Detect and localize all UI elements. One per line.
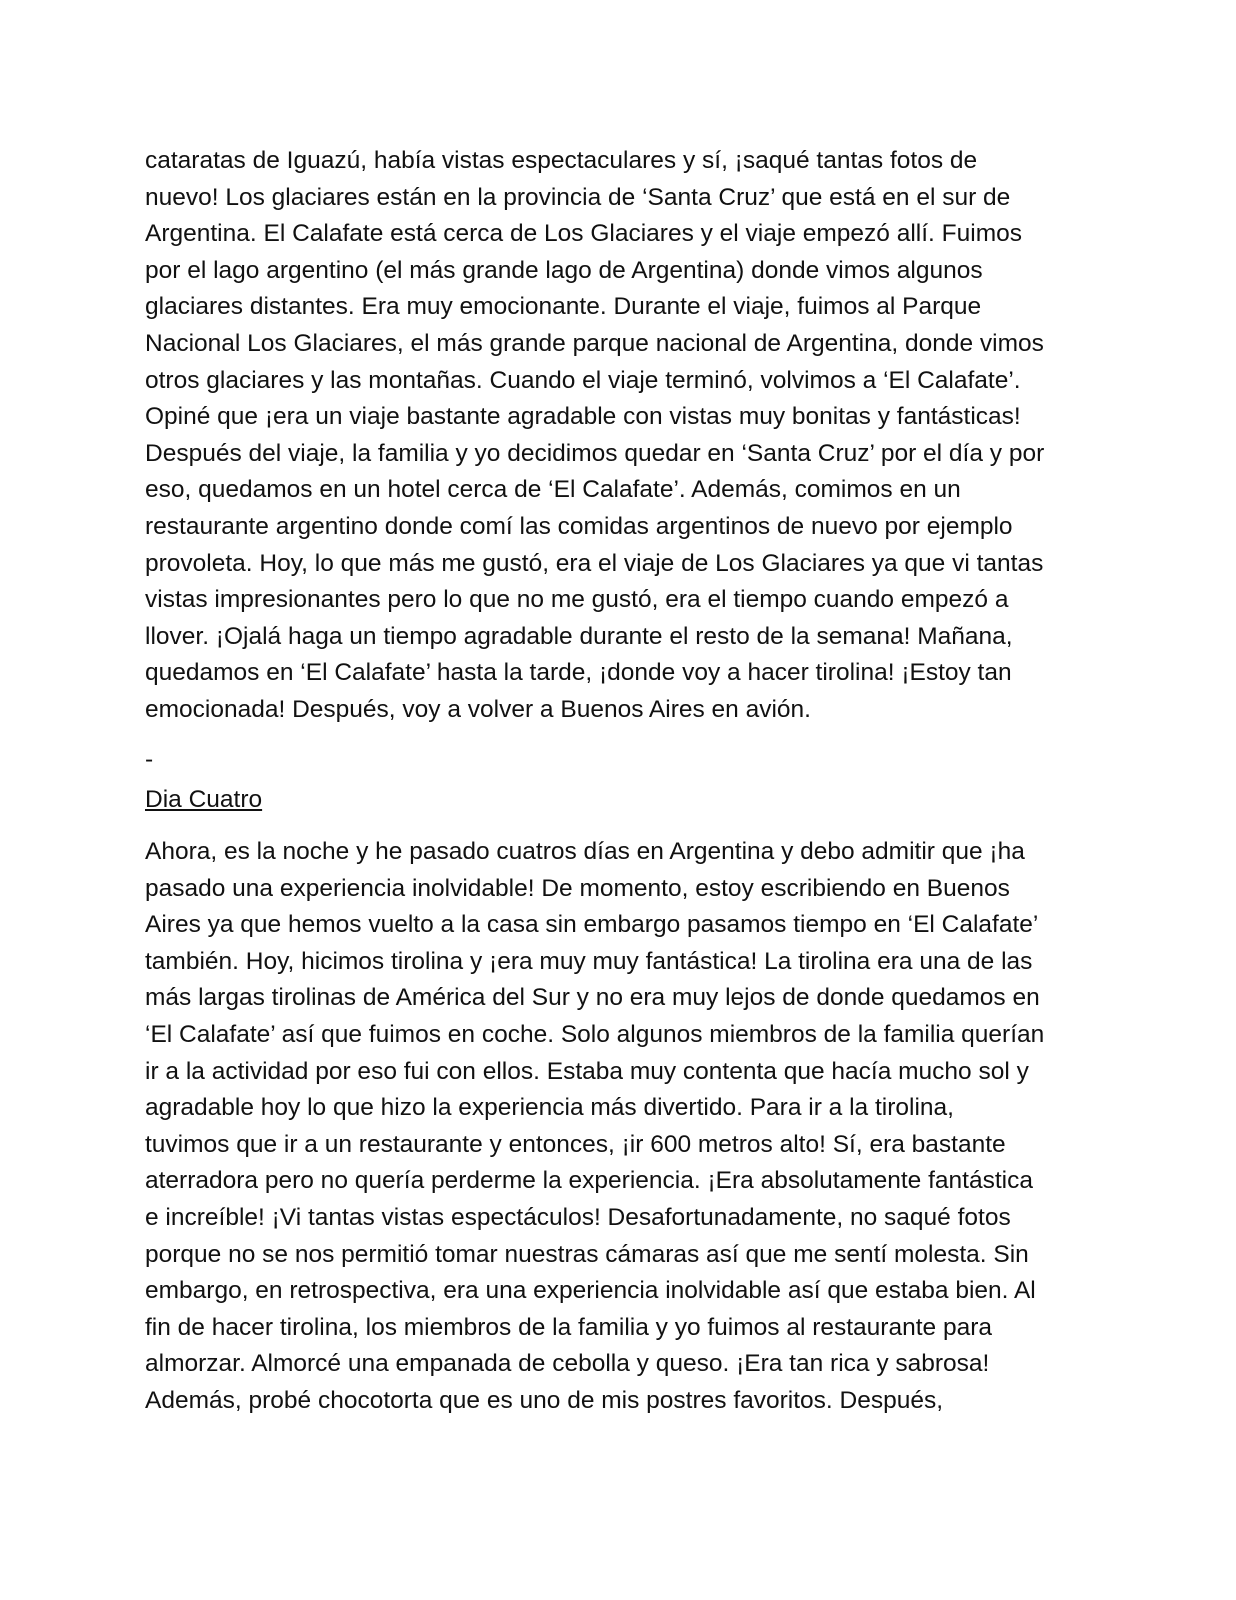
- paragraph-line: restaurante argentino donde comí las comidas argentinos de nuevo por ejemplo: [145, 512, 1013, 540]
- paragraph-dia-cuatro: [145, 834, 1095, 1420]
- paragraph-line: Aires ya que hemos vuelto a la casa sin embargo pasamos tiempo en ‘El Calafate’: [145, 911, 1039, 939]
- paragraph-line: también. Hoy, hicimos tirolina y ¡era muy muy fantástica! La tirolina era una de las: [145, 947, 1033, 975]
- paragraph-line: Nacional Los Glaciares, el más grande parque nacional de Argentina, donde vimos: [145, 329, 1044, 357]
- paragraph-line: tuvimos que ir a un restaurante y entonces, ¡ir 600 metros alto! Sí, era bastante: [145, 1130, 1006, 1158]
- paragraph-line: eso, quedamos en un hotel cerca de ‘El Calafate’. Además, comimos en un: [145, 476, 961, 504]
- paragraph-line: quedamos en ‘El Calafate’ hasta la tarde, ¡donde voy a hacer tirolina! ¡Estoy tan: [145, 659, 1012, 687]
- paragraph-line: por el lago argentino (el más grande lago de Argentina) donde vimos algunos: [145, 256, 983, 284]
- paragraph-dia-tres-continued: [145, 143, 1095, 729]
- paragraph-line: otros glaciares y las montañas. Cuando el viaje terminó, volvimos a ‘El Calafate’.: [145, 366, 1021, 394]
- paragraph-line: aterradora pero no quería perderme la experiencia. ¡Era absolutamente fantástica: [145, 1167, 1033, 1195]
- paragraph-line: embargo, en retrospectiva, era una experiencia inolvidable así que estaba bien. Al: [145, 1277, 1036, 1305]
- paragraph-line: Opiné que ¡era un viaje bastante agradable con vistas muy bonitas y fantásticas!: [145, 403, 1021, 431]
- paragraph-line: e increíble! ¡Vi tantas vistas espectáculos! Desafortunadamente, no saqué fotos: [145, 1203, 1011, 1231]
- paragraph-line: porque no se nos permitió tomar nuestras cámaras así que me sentí molesta. Sin: [145, 1240, 1029, 1268]
- section-heading: Dia Cuatro: [145, 786, 263, 813]
- paragraph-line: emocionada! Después, voy a volver a Buenos Aires en avión.: [145, 695, 811, 723]
- paragraph-line: cataratas de Iguazú, había vistas espectaculares y sí, ¡saqué tantas fotos de: [145, 147, 978, 174]
- paragraph-line: provoleta. Hoy, lo que más me gustó, era el viaje de Los Glaciares ya que vi tantas: [145, 549, 1044, 577]
- paragraph-line: Argentina. El Calafate está cerca de Los Glaciares y el viaje empezó allí. Fuimos: [145, 220, 1022, 248]
- paragraph-line: pasado una experiencia inolvidable! De momento, estoy escribiendo en Buenos: [145, 874, 1010, 902]
- paragraph-line: Después del viaje, la familia y yo decidimos quedar en ‘Santa Cruz’ por el día y por: [145, 439, 1045, 467]
- paragraph-line: ‘El Calafate’ así que fuimos en coche. Solo algunos miembros de la familia querían: [145, 1020, 1045, 1048]
- paragraph-line: Además, probé chocotorta que es uno de mis postres favoritos. Después,: [145, 1386, 944, 1414]
- paragraph-line: agradable hoy lo que hizo la experiencia más divertido. Para ir a la tirolina,: [145, 1094, 954, 1122]
- paragraph-line: Ahora, es la noche y he pasado cuatros días en Argentina y debo admitir que ¡ha: [145, 838, 1025, 865]
- paragraph-line: ir a la actividad por eso fui con ellos. Estaba muy contenta que hacía mucho sol y: [145, 1057, 1029, 1085]
- paragraph-line: llover. ¡Ojalá haga un tiempo agradable durante el resto de la semana! Mañana,: [145, 622, 1013, 650]
- paragraph-line: nuevo! Los glaciares están en la provincia de ‘Santa Cruz’ que está en el sur de: [145, 183, 1011, 211]
- paragraph-line: glaciares distantes. Era muy emocionante. Durante el viaje, fuimos al Parque: [145, 293, 982, 321]
- paragraph-line: almorzar. Almorcé una empanada de cebolla y queso. ¡Era tan rica y sabrosa!: [145, 1350, 990, 1378]
- paragraph-line: fin de hacer tirolina, los miembros de la familia y yo fuimos al restaurante para: [145, 1313, 992, 1341]
- paragraph-line: más largas tirolinas de América del Sur y no era muy lejos de donde quedamos en: [145, 984, 1040, 1012]
- separator-dash: -: [145, 746, 154, 773]
- paragraph-line: vistas impresionantes pero lo que no me gustó, era el tiempo cuando empezó a: [145, 586, 1009, 614]
